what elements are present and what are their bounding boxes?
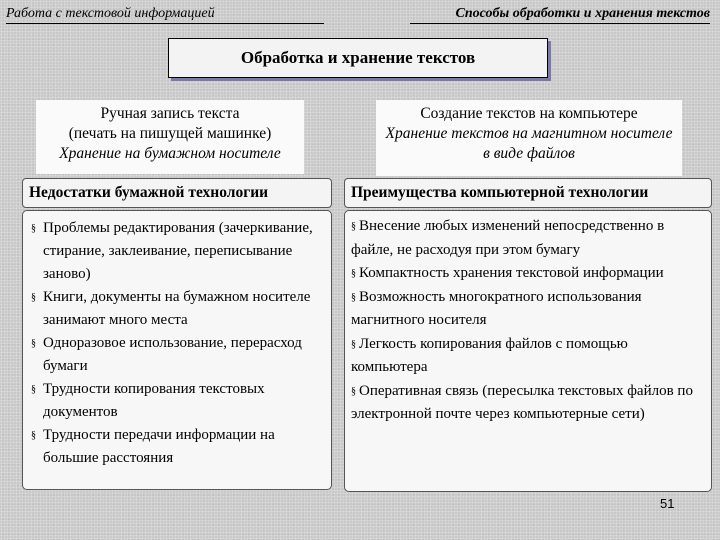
list-item-text: Возможность многократного использования магнитного носителя	[351, 288, 642, 328]
slide-title	[168, 38, 548, 78]
list-item-text: Оперативная связь (пересылка текстовых файлов по электронной почте через компьютерные сети)	[351, 382, 693, 422]
list-item	[351, 286, 705, 333]
disadvantages-list-box	[22, 210, 332, 490]
list-item	[31, 217, 325, 286]
list-item	[31, 286, 325, 332]
list-item	[351, 262, 705, 286]
manual-technology-box	[36, 100, 304, 174]
list-item	[351, 333, 705, 380]
list-item	[31, 378, 325, 424]
bullet-icon: §	[351, 221, 356, 232]
list-item-text: Компактность хранения текстовой информации	[359, 265, 664, 281]
bullet-icon: §	[31, 384, 36, 395]
list-item-text: Легкость копирования файлов с помощью компьютера	[351, 335, 628, 375]
list-item-text: Трудности копирования текстовых документов	[43, 381, 265, 420]
advantages-heading: Преимущества компьютерной технологии	[344, 178, 712, 208]
bullet-icon: §	[351, 385, 356, 397]
computer-line-3: в виде файлов	[483, 145, 575, 162]
slide-title-text: Обработка и хранение текстов	[240, 48, 476, 67]
list-item-text: Одноразовое использование, перерасход бумаги	[43, 335, 302, 374]
bullet-icon: §	[31, 338, 36, 349]
list-item-text: Внесение любых изменений непосредственно в файле, не расходуя при этом бумагу	[351, 218, 665, 258]
advantages-list-box	[344, 210, 712, 492]
list-item	[31, 424, 325, 470]
list-item-text: Книги, документы на бумажном носителе занимают много места	[43, 289, 311, 328]
computer-line-1: Создание текстов на компьютере	[420, 105, 638, 122]
manual-line-2: (печать на пишущей машинке)	[68, 125, 272, 142]
page-number: 51	[660, 496, 675, 511]
bullet-icon: §	[31, 292, 36, 303]
computer-line-2: Хранение текстов на магнитном носителе	[385, 125, 673, 142]
advantages-list	[351, 215, 705, 427]
header-right: Способы обработки и хранения текстов	[410, 6, 710, 24]
disadvantages-heading: Недостатки бумажной технологии	[22, 178, 332, 208]
header-left: Работа с текстовой информацией	[6, 6, 324, 24]
list-item	[351, 380, 705, 427]
list-item	[31, 332, 325, 378]
bullet-icon: §	[351, 338, 356, 350]
bullet-icon: §	[351, 268, 356, 279]
bullet-icon: §	[351, 291, 356, 303]
manual-line-1: Ручная запись текста	[100, 105, 240, 122]
bullet-icon: §	[31, 223, 36, 234]
disadvantages-list	[31, 217, 325, 470]
bullet-icon: §	[31, 430, 36, 441]
list-item-text: Проблемы редактирования (зачеркивание, стирание, заклеивание, переписывание заново)	[43, 220, 313, 282]
list-item	[351, 215, 705, 262]
list-item-text: Трудности передачи информации на большие расстояния	[43, 427, 275, 466]
computer-technology-box	[376, 100, 682, 176]
manual-line-3: Хранение на бумажном носителе	[59, 145, 281, 162]
